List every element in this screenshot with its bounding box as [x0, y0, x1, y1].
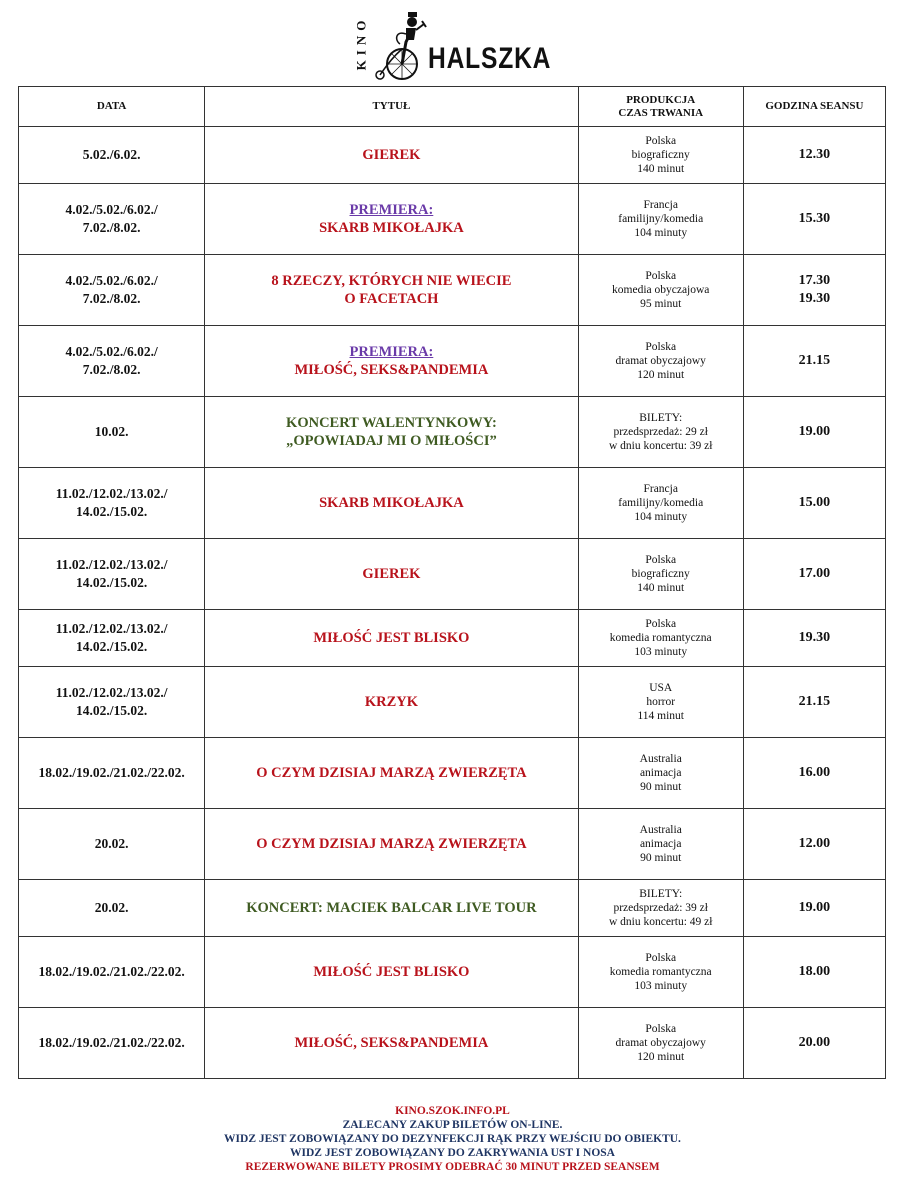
production-line: Polska	[645, 952, 677, 964]
film-title	[205, 809, 578, 880]
date-line: 14.02./15.02.	[75, 504, 148, 519]
production-line: BILETY:	[639, 888, 683, 900]
time-line: 19.30	[798, 291, 831, 306]
production-info	[578, 127, 743, 184]
production-info	[578, 880, 743, 937]
production-info	[578, 1008, 743, 1079]
film-title	[205, 255, 578, 326]
time-line: 20.00	[798, 1035, 831, 1050]
production-line: Australia	[639, 753, 682, 765]
time-line: 17.30	[798, 273, 831, 288]
production-info	[578, 468, 743, 539]
show-dates	[19, 809, 205, 880]
time-line: 15.30	[798, 211, 831, 226]
schedule-table	[18, 86, 886, 1079]
film-title	[205, 468, 578, 539]
penny-farthing-icon	[372, 6, 428, 80]
production-line: dramat obyczajowy	[615, 1037, 706, 1049]
footer-notice	[0, 1104, 905, 1174]
production-line: animacja	[639, 767, 682, 779]
production-line: USA	[649, 682, 673, 694]
date-line: 4.02./5.02./6.02./	[65, 273, 158, 288]
production-line: Polska	[645, 1023, 677, 1035]
showtime	[743, 255, 885, 326]
production-line: Francja	[643, 483, 678, 495]
date-line: 14.02./15.02.	[75, 575, 148, 590]
production-line: Australia	[639, 824, 682, 836]
production-line: 90 minut	[640, 852, 682, 864]
film-title	[205, 539, 578, 610]
date-line: 4.02./5.02./6.02./	[65, 202, 158, 217]
production-line: w dniu koncertu: 39 zł	[608, 440, 713, 452]
show-dates	[19, 539, 205, 610]
production-line: biograficzny	[631, 568, 690, 580]
title-line: 8 RZECZY, KTÓRYCH NIE WIECIE	[271, 273, 512, 289]
showtime	[743, 667, 885, 738]
production-line: 140 minut	[637, 582, 685, 594]
title-line: MIŁOŚĆ, SEKS&PANDEMIA	[294, 1035, 489, 1051]
show-dates	[19, 1008, 205, 1079]
table-row	[19, 738, 886, 809]
film-title	[205, 1008, 578, 1079]
production-line: 140 minut	[637, 163, 685, 175]
production-line: 95 minut	[640, 298, 682, 310]
date-line: 18.02./19.02./21.02./22.02.	[38, 964, 185, 979]
table-header-row	[19, 87, 886, 127]
time-line: 12.30	[798, 147, 831, 162]
title-line: MIŁOŚĆ JEST BLISKO	[313, 964, 470, 980]
showtime	[743, 127, 885, 184]
production-info	[578, 539, 743, 610]
time-line: 16.00	[798, 765, 831, 780]
showtime	[743, 397, 885, 468]
production-line: komedia romantyczna	[609, 966, 712, 978]
title-line: KRZYK	[364, 694, 418, 710]
date-line: 20.02.	[94, 836, 129, 851]
production-line: horror	[646, 696, 676, 708]
production-line: Polska	[645, 270, 677, 282]
table-row	[19, 468, 886, 539]
production-line: Polska	[645, 618, 677, 630]
production-line: 103 minuty	[634, 646, 688, 658]
table-row	[19, 809, 886, 880]
show-dates	[19, 127, 205, 184]
film-title	[205, 127, 578, 184]
date-line: 11.02./12.02./13.02./	[55, 486, 168, 501]
production-line: 120 minut	[637, 369, 685, 381]
production-line: Polska	[645, 554, 677, 566]
title-line: O FACETACH	[344, 291, 439, 307]
showtime	[743, 610, 885, 667]
header-title: TYTUŁ	[205, 87, 578, 127]
title-line: KONCERT WALENTYNKOWY:	[286, 415, 497, 431]
footer-line: WIDZ JEST ZOBOWIĄZANY DO DEZYNFEKCJI RĄK PRZY WEJŚCIU DO OBIEKTU.	[224, 1133, 681, 1145]
production-line: animacja	[639, 838, 682, 850]
production-info	[578, 326, 743, 397]
header-date: DATA	[19, 87, 205, 127]
showtime	[743, 1008, 885, 1079]
title-line: PREMIERA:	[349, 202, 434, 218]
table-row	[19, 539, 886, 610]
production-line: familijny/komedia	[618, 213, 704, 225]
production-line: przedsprzedaż: 29 zł	[613, 426, 708, 438]
footer-line: WIDZ JEST ZOBOWIĄZANY DO ZAKRYWANIA UST I NOSA	[290, 1147, 615, 1159]
production-line: Francja	[643, 199, 678, 211]
table-row	[19, 880, 886, 937]
date-line: 18.02./19.02./21.02./22.02.	[38, 1035, 185, 1050]
show-dates	[19, 255, 205, 326]
film-title	[205, 184, 578, 255]
footer-line: ZALECANY ZAKUP BILETÓW ON-LINE.	[342, 1119, 563, 1131]
production-line: 90 minut	[640, 781, 682, 793]
time-line: 18.00	[798, 964, 831, 979]
title-line: O CZYM DZISIAJ MARZĄ ZWIERZĘTA	[256, 836, 527, 852]
production-line: 103 minuty	[634, 980, 688, 992]
header-production-line: PRODUKCJA	[626, 93, 696, 106]
table-row	[19, 184, 886, 255]
date-line: 10.02.	[94, 424, 129, 439]
production-line: dramat obyczajowy	[615, 355, 706, 367]
production-line: biograficzny	[631, 149, 690, 161]
film-title	[205, 880, 578, 937]
show-dates	[19, 184, 205, 255]
showtime	[743, 880, 885, 937]
show-dates	[19, 667, 205, 738]
production-info	[578, 667, 743, 738]
table-row	[19, 667, 886, 738]
time-line: 15.00	[798, 495, 831, 510]
production-line: Polska	[645, 135, 677, 147]
film-title	[205, 397, 578, 468]
showtime	[743, 326, 885, 397]
production-line: 114 minut	[637, 710, 684, 722]
date-line: 5.02./6.02.	[82, 147, 141, 162]
date-line: 11.02./12.02./13.02./	[55, 621, 168, 636]
date-line: 11.02./12.02./13.02./	[55, 685, 168, 700]
title-line: SKARB MIKOŁAJKA	[319, 220, 464, 236]
film-title	[205, 326, 578, 397]
footer-line: KINO.SZOK.INFO.PL	[395, 1105, 510, 1117]
table-row	[19, 127, 886, 184]
production-info	[578, 397, 743, 468]
film-title	[205, 610, 578, 667]
production-info	[578, 809, 743, 880]
time-line: 21.15	[798, 694, 831, 709]
showtime	[743, 937, 885, 1008]
schedule-body	[19, 127, 886, 1079]
production-info	[578, 184, 743, 255]
table-row	[19, 610, 886, 667]
title-line: O CZYM DZISIAJ MARZĄ ZWIERZĘTA	[256, 765, 527, 781]
show-dates	[19, 326, 205, 397]
show-dates	[19, 610, 205, 667]
footer-line: REZERWOWANE BILETY PROSIMY ODEBRAĆ 30 MINUT PRZED SEANSEM	[245, 1161, 660, 1173]
date-line: 7.02./8.02.	[82, 220, 141, 235]
time-line: 17.00	[798, 566, 831, 581]
date-line: 7.02./8.02.	[82, 291, 141, 306]
date-line: 4.02./5.02./6.02./	[65, 344, 158, 359]
date-line: 18.02./19.02./21.02./22.02.	[38, 765, 185, 780]
time-line: 19.30	[798, 630, 831, 645]
time-line: 21.15	[798, 353, 831, 368]
film-title	[205, 937, 578, 1008]
header-time: GODZINA SEANSU	[743, 87, 885, 127]
date-line: 14.02./15.02.	[75, 703, 148, 718]
title-line: „OPOWIADAJ MI O MIŁOŚCI”	[286, 433, 497, 449]
showtime	[743, 184, 885, 255]
film-title	[205, 667, 578, 738]
title-line: GIEREK	[362, 147, 421, 163]
time-line: 19.00	[798, 424, 831, 439]
title-line: GIEREK	[362, 566, 421, 582]
logo-kino-text: KINO	[353, 15, 369, 71]
table-row	[19, 397, 886, 468]
logo-brand-text: HALSZKA	[428, 42, 552, 75]
production-line: w dniu koncertu: 49 zł	[608, 916, 713, 928]
time-line: 19.00	[798, 900, 831, 915]
date-line: 20.02.	[94, 900, 129, 915]
show-dates	[19, 738, 205, 809]
production-info	[578, 610, 743, 667]
date-line: 14.02./15.02.	[75, 639, 148, 654]
showtime	[743, 809, 885, 880]
film-title	[205, 738, 578, 809]
showtime	[743, 738, 885, 809]
date-line: 11.02./12.02./13.02./	[55, 557, 168, 572]
title-line: PREMIERA:	[349, 344, 434, 360]
title-line: SKARB MIKOŁAJKA	[319, 495, 464, 511]
show-dates	[19, 880, 205, 937]
showtime	[743, 468, 885, 539]
header-duration-line: CZAS TRWANIA	[618, 106, 704, 119]
show-dates	[19, 397, 205, 468]
production-line: komedia obyczajowa	[612, 284, 710, 296]
production-line: przedsprzedaż: 39 zł	[613, 902, 708, 914]
title-line: MIŁOŚĆ JEST BLISKO	[313, 630, 470, 646]
table-row	[19, 937, 886, 1008]
date-line: 7.02./8.02.	[82, 362, 141, 377]
production-line: 104 minuty	[634, 511, 688, 523]
production-line: komedia romantyczna	[609, 632, 712, 644]
production-info	[578, 738, 743, 809]
table-row	[19, 255, 886, 326]
title-line: KONCERT: MACIEK BALCAR LIVE TOUR	[246, 900, 537, 916]
show-dates	[19, 937, 205, 1008]
production-info	[578, 937, 743, 1008]
table-row	[19, 1008, 886, 1079]
table-row	[19, 326, 886, 397]
title-line: MIŁOŚĆ, SEKS&PANDEMIA	[294, 362, 489, 378]
production-line: BILETY:	[639, 412, 683, 424]
kino-halszka-logo	[348, 6, 552, 80]
production-line: 104 minuty	[634, 227, 688, 239]
header-production	[578, 87, 743, 127]
production-line: familijny/komedia	[618, 497, 704, 509]
production-line: Polska	[645, 341, 677, 353]
production-line: 120 minut	[637, 1051, 685, 1063]
show-dates	[19, 468, 205, 539]
time-line: 12.00	[798, 836, 831, 851]
showtime	[743, 539, 885, 610]
production-info	[578, 255, 743, 326]
